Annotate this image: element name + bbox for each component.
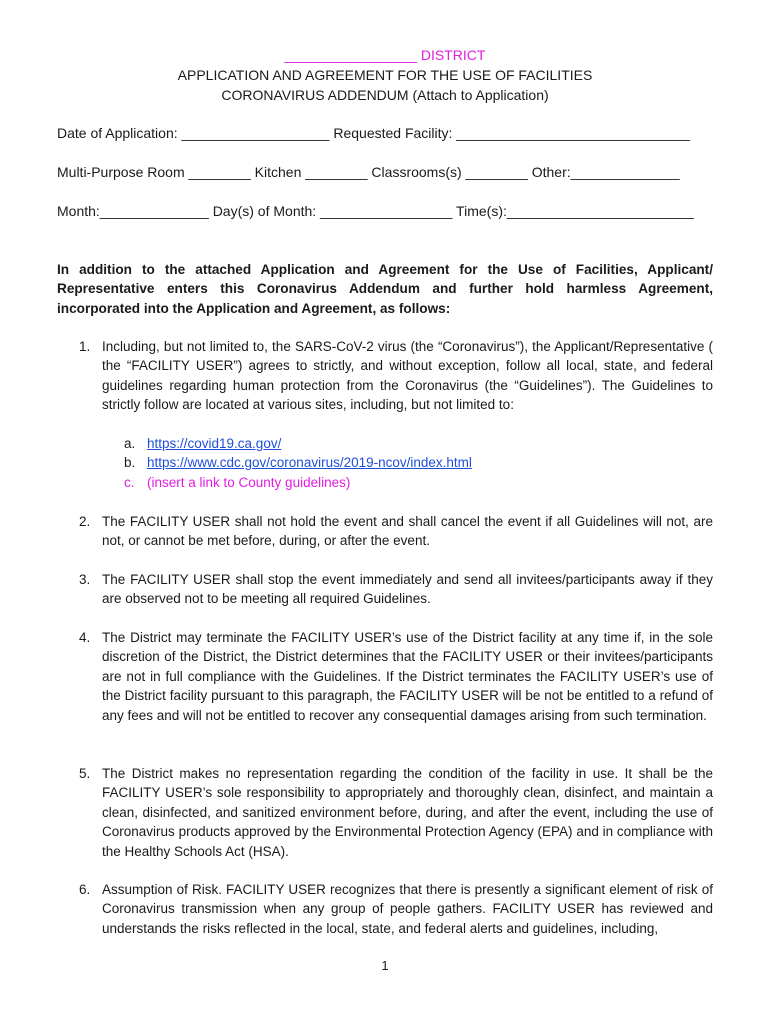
clause-text: Including, but not limited to, the SARS-CoV-2 virus (the “Coronavirus”), the Applicant/Representative ( the “FACILITY USER”) agrees to strictly, and without exception, follow all local, state, and federal guidelines regarding human protection from the Coronavirus (the “Guidelines”). The Guidelines to strictly follow are located at various sites, including, but not limited to:: [102, 339, 713, 413]
link-text[interactable]: https://covid19.ca.gov/: [147, 436, 282, 451]
page-number: 1: [381, 958, 389, 973]
clause-3: [79, 570, 713, 609]
guideline-link-a[interactable]: [124, 434, 281, 453]
clause-number: 2.: [79, 514, 91, 529]
form-line-rooms: Multi-Purpose Room ________ Kitchen ________ Classrooms(s) ________ Other:______________: [57, 164, 680, 180]
link-placeholder-text: (insert a link to County guidelines): [147, 475, 351, 490]
clause-5: [79, 764, 713, 861]
clause-number: 1.: [79, 339, 91, 354]
clause-text: The District may terminate the FACILITY USER’s use of the District facility at any time if, in the sole discretion of the District, the District determines that the FACILITY USER or their invitees/participants are not in full compliance with the Guidelines. If the District terminates the FACILITY USER’s use of the District facility pursuant to this paragraph, the FACILITY USER will be not be entitled to a refund of any fees and will not be entitled to recover any consequential damages arising from such termination.: [102, 630, 713, 723]
clause-text: The District makes no representation regarding the condition of the facility in use. It shall be the FACILITY USER’s sole responsibility to appropriately and thoroughly clean, disinfect, and maintain a clean, disinfected, and sanitized environment before, during, and after the event, including the use of Coronavirus products approved by the Environmental Protection Agency (EPA) and in compliance with the Healthy Schools Act (HSA).: [102, 766, 713, 859]
intro-paragraph: In addition to the attached Application and Agreement for the Use of Facilities, Applicant/ Representative enters this Coronavirus Addendum and further hold harmless Agreement, incorporated into the Application and Agreement, as follows:: [57, 262, 713, 316]
clause-6: [79, 880, 713, 938]
clause-2: [79, 512, 713, 551]
document-title: APPLICATION AND AGREEMENT FOR THE USE OF FACILITIES: [177, 67, 593, 83]
document-subtitle: CORONAVIRUS ADDENDUM (Attach to Application): [221, 87, 549, 103]
link-letter: b.: [124, 455, 136, 470]
clause-number: 6.: [79, 882, 91, 897]
clause-text: The FACILITY USER shall stop the event immediately and send all invitees/participants away if they are observed not to be meeting all required Guidelines.: [102, 572, 713, 607]
district-heading: _________________ DISTRICT: [284, 47, 486, 63]
clause-number: 3.: [79, 572, 91, 587]
form-line-date-facility: Date of Application: ___________________ Requested Facility: ______________________________: [57, 125, 690, 141]
clause-number: 4.: [79, 630, 91, 645]
clause-1: [79, 337, 713, 415]
clause-4: [79, 628, 713, 725]
form-line-schedule: Month:______________ Day(s) of Month: _________________ Time(s):________________________: [57, 203, 694, 219]
guideline-link-b[interactable]: [124, 453, 472, 472]
clause-text: The FACILITY USER shall not hold the event and shall cancel the event if all Guidelines will not, are not, or cannot be met before, during, or after the event.: [102, 514, 713, 549]
clause-number: 5.: [79, 766, 91, 781]
link-letter: c.: [124, 475, 135, 490]
link-text[interactable]: https://www.cdc.gov/coronavirus/2019-ncov/index.html: [147, 455, 472, 470]
clause-text: Assumption of Risk. FACILITY USER recognizes that there is presently a significant element of risk of Coronavirus transmission when any group of people gathers. FACILITY USER has reviewed and understands the risks reflected in the local, state, and federal alerts and guidelines, including,: [102, 882, 713, 936]
link-letter: a.: [124, 436, 136, 451]
guideline-link-c: [124, 473, 350, 492]
